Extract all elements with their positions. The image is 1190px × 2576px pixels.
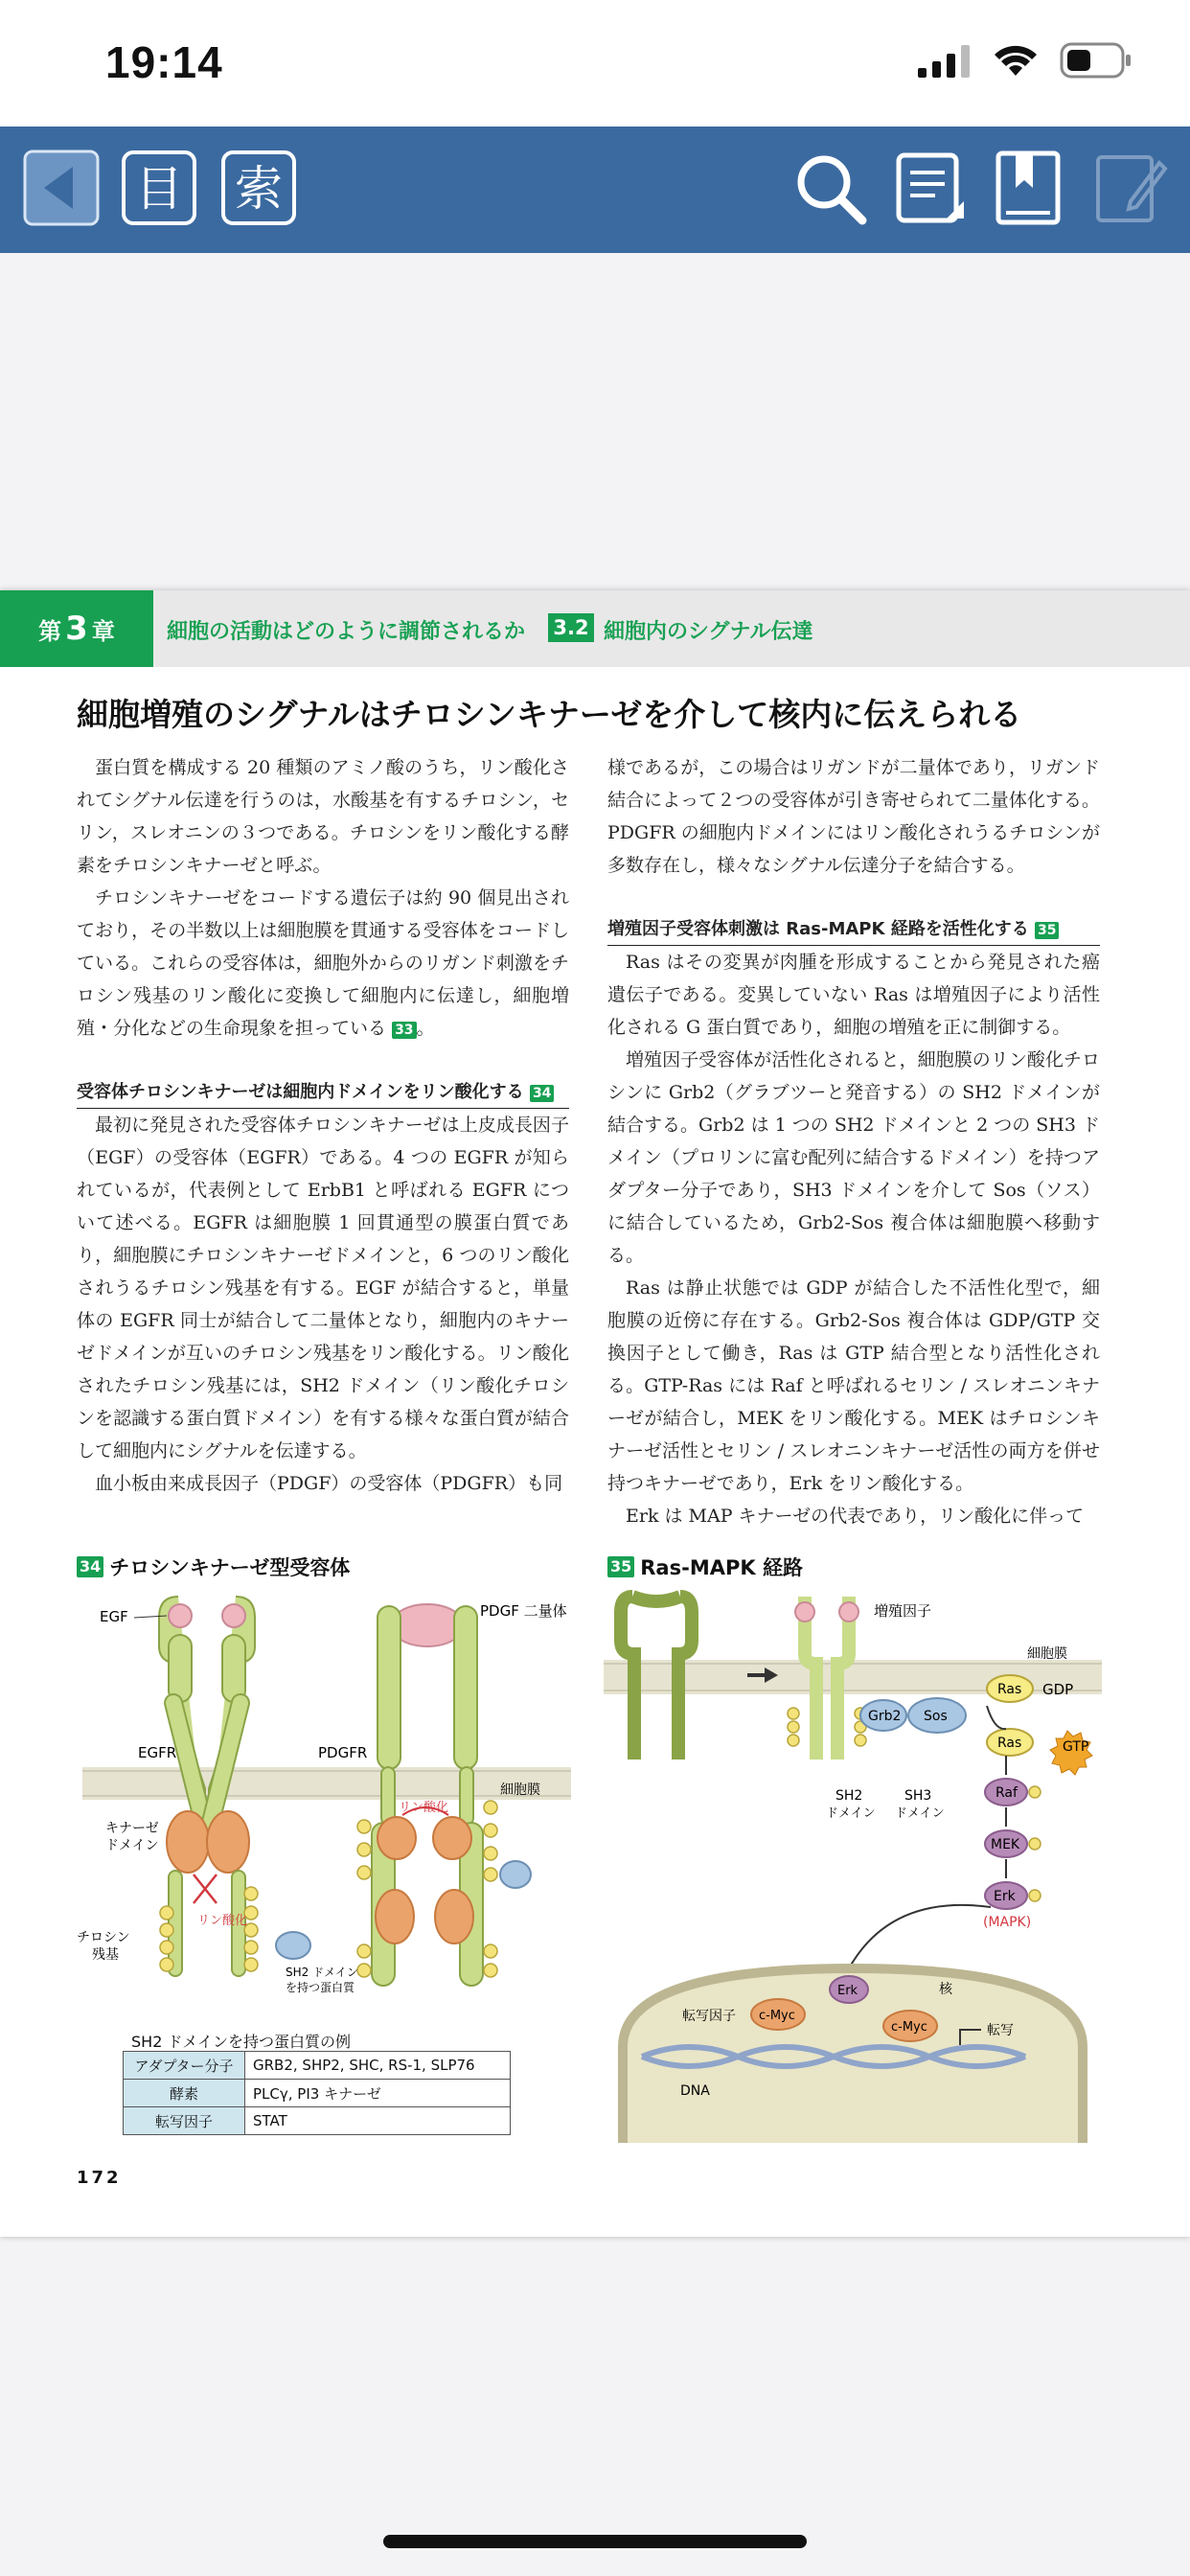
- subheading: [77, 1077, 569, 1109]
- label-membrane: 細胞膜: [500, 1782, 540, 1798]
- figure-title-text: チロシンキナーゼ型受容体: [109, 1556, 351, 1579]
- table-of-contents-button[interactable]: [121, 150, 197, 226]
- chapter-badge: [0, 590, 153, 667]
- kinase-domain: [207, 1811, 249, 1873]
- label-sh2: SH2: [835, 1788, 863, 1804]
- label-ras-gtp: Ras: [997, 1736, 1022, 1751]
- chapter-header: [0, 590, 1190, 667]
- figure-ref[interactable]: 33: [392, 1022, 416, 1039]
- label-transcription-factor: 転写因子: [682, 2009, 736, 2024]
- chapter-prefix: 第: [38, 617, 62, 645]
- paragraph: 様であるが，この場合はリガンドが二量体であり，リガンド結合によって２つの受容体が引き寄せられて二量体化する。PDGFR の細胞内ドメインにはリン酸化されうるチロシンが多数存在し，様々なシグナル伝達分子を結合する。: [607, 757, 1100, 876]
- label-growth-factor: 増殖因子: [874, 1602, 932, 1620]
- table-header-cell: 転写因子: [124, 2107, 245, 2135]
- figure-ref[interactable]: 35: [1035, 922, 1059, 939]
- label-grb2: Grb2: [868, 1709, 902, 1724]
- page-headline: 細胞増殖のシグナルはチロシンキナーゼを介して核内に伝えられる: [77, 696, 1022, 733]
- paragraph: 血小板由来成長因子（PDGF）の受容体（PDGFR）も同: [95, 1473, 563, 1494]
- search-icon[interactable]: [791, 150, 868, 226]
- label-gdp: GDP: [1042, 1681, 1074, 1698]
- figure-number: 34: [77, 1556, 103, 1577]
- table-row: [124, 2052, 511, 2080]
- left-column: [77, 751, 569, 1500]
- table-row: [124, 2107, 511, 2135]
- paragraph-text: チロシンキナーゼをコードする遺伝子は約 90 個見出されており，その半数以上は細胞膜を貫通する受容体をコードしている。これらの受容体は，細胞外からのリガンド刺激をチロシン残基のリン酸化に変換して細胞内に伝達し，細胞増殖・分化などの生命現象を担っている: [77, 887, 569, 1039]
- label-erk-nucleus: Erk: [837, 1984, 858, 1998]
- figure-34-title: [77, 1552, 350, 1581]
- edit-icon[interactable]: [1092, 150, 1169, 226]
- status-icons: [918, 42, 1133, 79]
- label-mek: MEK: [991, 1837, 1020, 1852]
- label-erk: Erk: [994, 1889, 1016, 1904]
- label-phosphorylation: リン酸化: [197, 1914, 248, 1928]
- section-number: 3.2: [548, 613, 594, 642]
- sh2-protein: [276, 1932, 310, 1959]
- figure-ref[interactable]: 34: [530, 1085, 554, 1102]
- label-dna: DNA: [680, 2083, 710, 2099]
- label-nucleus: 核: [939, 1982, 952, 1997]
- paragraph: 増殖因子受容体が活性化されると，細胞膜のリン酸化チロシンに Grb2（グラブツーと発音する）の SH2 ドメインが結合する。Grb2 は 1 つの SH2 ドメインと 2 つの SH3 ドメイン（プロリンに富む配列に結合するドメイン）を持つアダプター分子であり，SH3 ドメインを介して Sos（ソス）に結合しているため，Grb2-Sos 複合体は細胞膜へ移動する。: [607, 1049, 1100, 1266]
- section-title: 細胞内のシグナル伝達: [604, 620, 813, 644]
- table-cell: GRB2, SHP2, SHC, RS-1, SLP76: [245, 2052, 511, 2080]
- book-page: [0, 590, 1190, 2237]
- index-icon: [220, 150, 297, 226]
- chapter-suffix: 章: [91, 617, 115, 645]
- label-sos: Sos: [924, 1709, 948, 1724]
- label-transcription: 転写: [987, 2023, 1014, 2038]
- table-row: [124, 2080, 511, 2107]
- label-tyrosine: チロシン: [77, 1930, 130, 1945]
- page-number: 172: [77, 2168, 122, 2188]
- note-icon[interactable]: [893, 150, 970, 226]
- label-sh3: SH3: [904, 1788, 932, 1804]
- table-header-cell: 酵素: [124, 2080, 245, 2107]
- label-raf: Raf: [995, 1785, 1018, 1801]
- svg-text:目: 目: [135, 161, 183, 217]
- label-sh2-protein: を持つ蛋白質: [286, 1981, 355, 1994]
- back-button[interactable]: [23, 150, 100, 226]
- label-sh2-domain: SH2 ドメイン: [286, 1966, 358, 1979]
- paragraph: Erk は MAP キナーゼの代表であり，リン酸化に伴って: [626, 1506, 1085, 1527]
- svg-text:索: 索: [235, 161, 283, 217]
- label-kinase: キナーゼ: [105, 1821, 159, 1836]
- label-egfr: EGFR: [138, 1744, 177, 1761]
- subheading-text: 受容体チロシンキナーゼは細胞内ドメインをリン酸化する: [77, 1082, 524, 1102]
- app-toolbar: [0, 126, 1190, 253]
- battery-icon: [1060, 42, 1133, 79]
- paragraph: 蛋白質を構成する 20 種類のアミノ酸のうち，リン酸化されてシグナル伝達を行うのは，水酸基を有するチロシン，セリン，スレオニンの３つである。チロシンをリン酸化する酵素をチロシンキナーゼと呼ぶ。: [77, 757, 569, 876]
- label-cmyc-active: c-Myc: [891, 2020, 927, 2035]
- label-residue: 残基: [92, 1947, 119, 1963]
- figure-35-diagram: [604, 1587, 1102, 2143]
- subheading-text: 増殖因子受容体刺激は Ras-MAPK 経路を活性化する: [607, 919, 1029, 939]
- paragraph: Ras は静止状態では GDP が結合した不活性化型で，細胞膜の近傍に存在する。Grb2-Sos 複合体は GDP/GTP 交換因子として働き，Ras は GTP 結合型となり活性化される。GTP-Ras には Raf と呼ばれるセリン / スレオニンキナーゼが結合し，MEK をリン酸化する。MEK はチロシンキナーゼ活性とセリン / スレオニンキナーゼ活性の両方を併せ持つキナーゼであり，Erk をリン酸化する。: [607, 1277, 1100, 1494]
- kinase-domain: [167, 1811, 209, 1873]
- paragraph: チロシンキナーゼをコードする遺伝子は約 90 個見出されており，その半数以上は細胞膜を貫通する受容体をコードしている。これらの受容体は，細胞外からのリガンド刺激をチロシン残基のリン酸化に変換して細胞内に伝達し，細胞増殖・分化などの生命現象を担っている 33 。: [77, 887, 569, 1039]
- sh2-table: [123, 2051, 511, 2135]
- label-pdgfr: PDGFR: [318, 1744, 368, 1761]
- status-bar: [0, 0, 1190, 126]
- label-cmyc: c-Myc: [759, 2009, 795, 2023]
- table-cell: STAT: [245, 2107, 511, 2135]
- figure-35-title: [607, 1552, 803, 1581]
- cellular-signal-icon: [918, 43, 972, 78]
- label-mapk: (MAPK): [983, 1915, 1032, 1930]
- table-cell: PLCγ, PI3 キナーゼ: [245, 2080, 511, 2107]
- label-phosphorylation: リン酸化: [399, 1801, 449, 1815]
- chapter-title: 細胞の活動はどのように調節されるか: [167, 620, 526, 644]
- toc-icon: [121, 150, 197, 226]
- egf-ligand: [169, 1604, 192, 1627]
- right-column: [607, 751, 1100, 1532]
- figure-number: 35: [607, 1556, 634, 1577]
- figure-title-text: Ras-MAPK 経路: [640, 1556, 803, 1579]
- paragraph: 最初に発見された受容体チロシンキナーゼは上皮成長因子（EGF）の受容体（EGFR）である。4 つの EGFR が知られているが，代表例として ErbB1 と呼ばれる EGFR について述べる。EGFR は細胞膜 1 回貫通型の膜蛋白質であり，細胞膜にチロシンキナーゼドメインと，6 つのリン酸化されうるチロシン残基を有する。EGF が結合すると，単量体の EGFR 同士が結合して二量体となり，細胞内のキナーゼドメインが互いのチロシン残基をリン酸化する。リン酸化されたチロシン残基には，SH2 ドメイン（リン酸化チロシンを認識する蛋白質ドメイン）を有する様々な蛋白質が結合して細胞内にシグナルを伝達する。: [77, 1115, 569, 1461]
- label-gtp: GTP: [1063, 1739, 1089, 1755]
- label-kinase-domain: ドメイン: [105, 1838, 159, 1853]
- figure-34-diagram: [73, 1587, 590, 2028]
- label-sh2-domain: ドメイン: [826, 1806, 876, 1821]
- chapter-number: 3: [65, 610, 88, 648]
- subheading: [607, 914, 1100, 946]
- label-sh3-domain: ドメイン: [895, 1806, 945, 1821]
- sh2-table-caption: SH2 ドメインを持つ蛋白質の例: [131, 2033, 351, 2051]
- index-button[interactable]: [220, 150, 297, 226]
- label-egf: EGF: [100, 1608, 128, 1625]
- label-membrane: 細胞膜: [1027, 1646, 1067, 1662]
- paragraph: Ras はその変異が肉腫を形成することから発見された癌遺伝子である。変異していない Ras は増殖因子により活性化される G 蛋白質であり，細胞の増殖を正に制御する。: [607, 952, 1100, 1038]
- table-header-cell: アダプター分子: [124, 2052, 245, 2080]
- pdgf-dimer: [391, 1604, 464, 1646]
- label-ras-gdp: Ras: [997, 1682, 1022, 1697]
- egf-ligand: [222, 1604, 245, 1627]
- label-pdgf-dimer: PDGF 二量体: [480, 1602, 567, 1620]
- wifi-icon: [993, 43, 1039, 78]
- home-indicator[interactable]: [383, 2535, 807, 2548]
- status-time: 19:14: [105, 37, 223, 87]
- bookmark-icon[interactable]: [993, 150, 1069, 226]
